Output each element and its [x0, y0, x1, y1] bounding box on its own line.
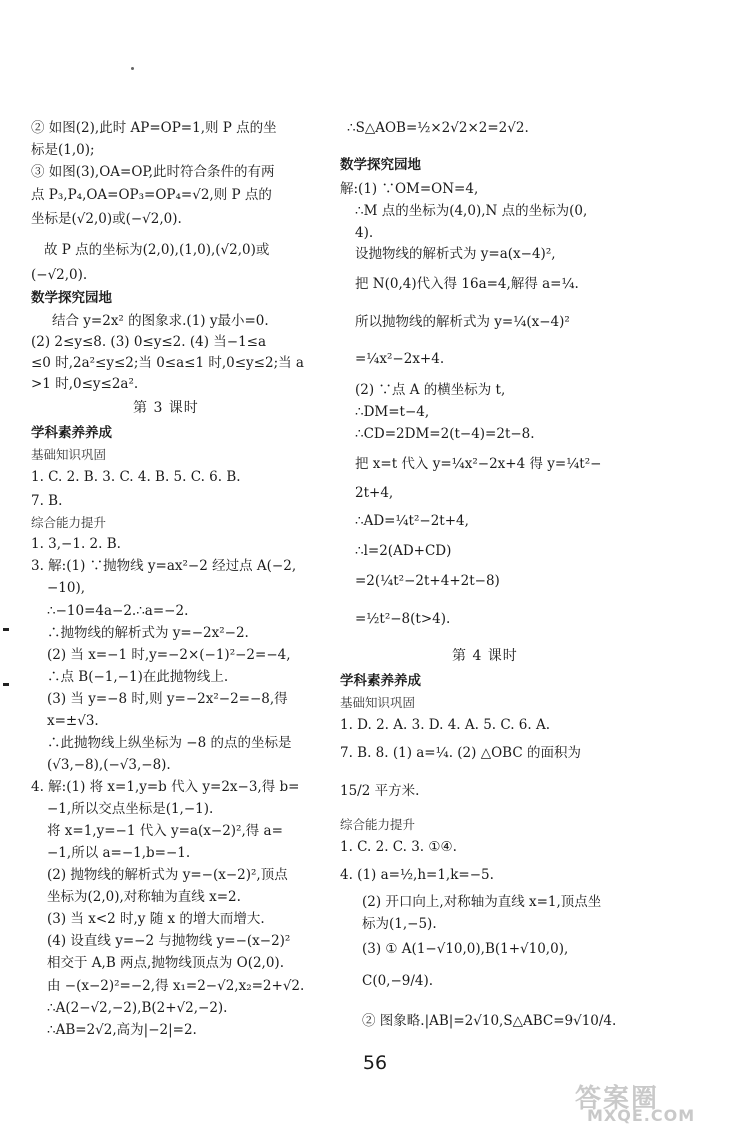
text-line: 相交于 A,B 两点,抛物线顶点为 O(2,0). — [47, 955, 284, 971]
text-line: 标为(1,−5). — [362, 916, 437, 932]
section-heading: 数学探究园地 — [340, 157, 421, 173]
text-line: ∴M 点的坐标为(4,0),N 点的坐标为(0, — [355, 203, 588, 219]
text-line: (2) 开口向上,对称轴为直线 x=1,顶点坐 — [362, 894, 602, 910]
text-line: 1. C. 2. C. 3. ①④. — [340, 839, 457, 855]
binding-mark — [3, 683, 9, 686]
text-line: 7. B. — [31, 493, 63, 509]
text-line: 1. 3,−1. 2. B. — [31, 536, 121, 552]
text-line: (√3,−8),(−√3,−8). — [47, 757, 171, 773]
section-heading: 学科素养养成 — [31, 425, 112, 441]
text-line: =¼x²−2x+4. — [355, 351, 445, 367]
section-heading: 数学探究园地 — [31, 290, 112, 306]
text-line: 15/2 平方米. — [340, 783, 420, 799]
text-line: ∴AB=2√2,高为|−2|=2. — [47, 1022, 197, 1038]
text-line: −10), — [47, 580, 86, 596]
text-line: 4. (1) a=½,h=1,k=−5. — [340, 867, 494, 883]
text-line: 3. 解:(1) ∵抛物线 y=ax²−2 经过点 A(−2, — [31, 558, 297, 574]
text-line: ② 图象略.|AB|=2√10,S△ABC=9√10/4. — [362, 1013, 617, 1029]
subsection-heading: 综合能力提升 — [31, 515, 107, 530]
text-line: ∴AD=¼t²−2t+4, — [355, 513, 469, 529]
text-line: 2t+4, — [355, 485, 394, 501]
text-line: =½t²−8(t>4). — [355, 611, 451, 627]
lesson-title: 第 4 课时 — [452, 648, 518, 664]
text-line: 1. D. 2. A. 3. D. 4. A. 5. C. 6. A. — [340, 717, 551, 733]
text-line: =2(¼t²−2t+4+2t−8) — [355, 573, 500, 589]
text-line: ≤0 时,2a²≤y≤2;当 0≤a≤1 时,0≤y≤2;当 a — [31, 355, 304, 371]
text-line: x=±√3. — [47, 713, 99, 729]
text-line: 1. C. 2. B. 3. C. 4. B. 5. C. 6. B. — [31, 469, 241, 485]
text-line: (−√2,0). — [31, 267, 88, 283]
text-line: >1 时,0≤y≤2a². — [31, 376, 139, 392]
text-line: (2) 抛物线的解析式为 y=−(x−2)²,顶点 — [47, 867, 288, 883]
text-line: ∴抛物线的解析式为 y=−2x²−2. — [47, 625, 249, 641]
text-line: 标是(1,0); — [31, 142, 95, 158]
text-line: 所以抛物线的解析式为 y=¼(x−4)² — [355, 314, 570, 330]
text-line: ∴A(2−√2,−2),B(2+√2,−2). — [47, 1000, 228, 1016]
text-line: 由 −(x−2)²=−2,得 x₁=2−√2,x₂=2+√2. — [47, 978, 305, 994]
text-line: 坐标为(2,0),对称轴为直线 x=2. — [47, 889, 241, 905]
text-line: 将 x=1,y=−1 代入 y=a(x−2)²,得 a= — [47, 823, 283, 839]
text-line: (4) 设直线 y=−2 与抛物线 y=−(x−2)² — [47, 933, 291, 949]
text-line: ∴DM=t−4, — [355, 404, 430, 420]
text-line: 故 P 点的坐标为(2,0),(1,0),(√2,0)或 — [44, 242, 270, 258]
text-line: ∴点 B(−1,−1)在此抛物线上. — [47, 669, 229, 685]
lesson-title: 第 3 课时 — [133, 400, 199, 416]
text-line: 7. B. 8. (1) a=¼. (2) △OBC 的面积为 — [340, 745, 581, 761]
text-line: ∴−10=4a−2.∴a=−2. — [47, 603, 189, 619]
text-line: ∴此抛物线上纵坐标为 −8 的点的坐标是 — [47, 735, 292, 751]
text-line: 把 x=t 代入 y=¼x²−2x+4 得 y=¼t²− — [355, 456, 602, 472]
text-line: 4). — [355, 225, 374, 241]
text-line: 解:(1) ∵OM=ON=4, — [340, 181, 479, 197]
text-line: 坐标是(√2,0)或(−√2,0). — [31, 211, 182, 227]
text-line: ∴S△AOB=½×2√2×2=2√2. — [347, 120, 529, 136]
watermark-bottom-text: MXQE.COM — [587, 1106, 696, 1125]
text-line: (2) 2≤y≤8. (3) 0≤y≤2. (4) 当−1≤a — [31, 334, 267, 350]
text-line: 点 P₃,P₄,OA=OP₃=OP₄=√2,则 P 点的 — [31, 187, 272, 203]
watermark-top-text: 答案圈 — [575, 1084, 660, 1114]
section-heading: 学科素养养成 — [340, 673, 421, 689]
text-line: ② 如图(2),此时 AP=OP=1,则 P 点的坐 — [31, 120, 277, 136]
watermark-logo — [575, 1078, 747, 1124]
text-line: ∴CD=2DM=2(t−4)=2t−8. — [355, 426, 535, 442]
subsection-heading: 基础知识巩固 — [340, 695, 416, 710]
text-line: 结合 y=2x² 的图象求.(1) y最小=0. — [52, 313, 269, 329]
scan-speck — [131, 67, 134, 70]
text-line: ∴l=2(AD+CD) — [355, 543, 452, 559]
text-line: (3) 当 x<2 时,y 随 x 的增大而增大. — [47, 911, 265, 927]
text-line: 4. 解:(1) 将 x=1,y=b 代入 y=2x−3,得 b= — [31, 779, 300, 795]
text-line: −1,所以交点坐标是(1,−1). — [47, 801, 214, 817]
subsection-heading: 基础知识巩固 — [31, 447, 107, 462]
text-line: (2) ∵点 A 的横坐标为 t, — [355, 382, 506, 398]
text-line: ③ 如图(3),OA=OP,此时符合条件的有两 — [31, 164, 275, 180]
text-line: (3) 当 y=−8 时,则 y=−2x²−2=−8,得 — [47, 691, 288, 707]
binding-mark — [3, 628, 9, 631]
text-line: C(0,−9/4). — [362, 973, 434, 989]
page-number: 56 — [362, 1052, 388, 1074]
text-line: −1,所以 a=−1,b=−1. — [47, 845, 191, 861]
text-line: (3) ① A(1−√10,0),B(1+√10,0), — [362, 941, 569, 957]
subsection-heading: 综合能力提升 — [340, 817, 416, 832]
text-line: 设抛物线的解析式为 y=a(x−4)², — [355, 246, 556, 262]
text-line: 把 N(0,4)代入得 16a=4,解得 a=¼. — [355, 276, 579, 292]
text-line: (2) 当 x=−1 时,y=−2×(−1)²−2=−4, — [47, 647, 291, 663]
